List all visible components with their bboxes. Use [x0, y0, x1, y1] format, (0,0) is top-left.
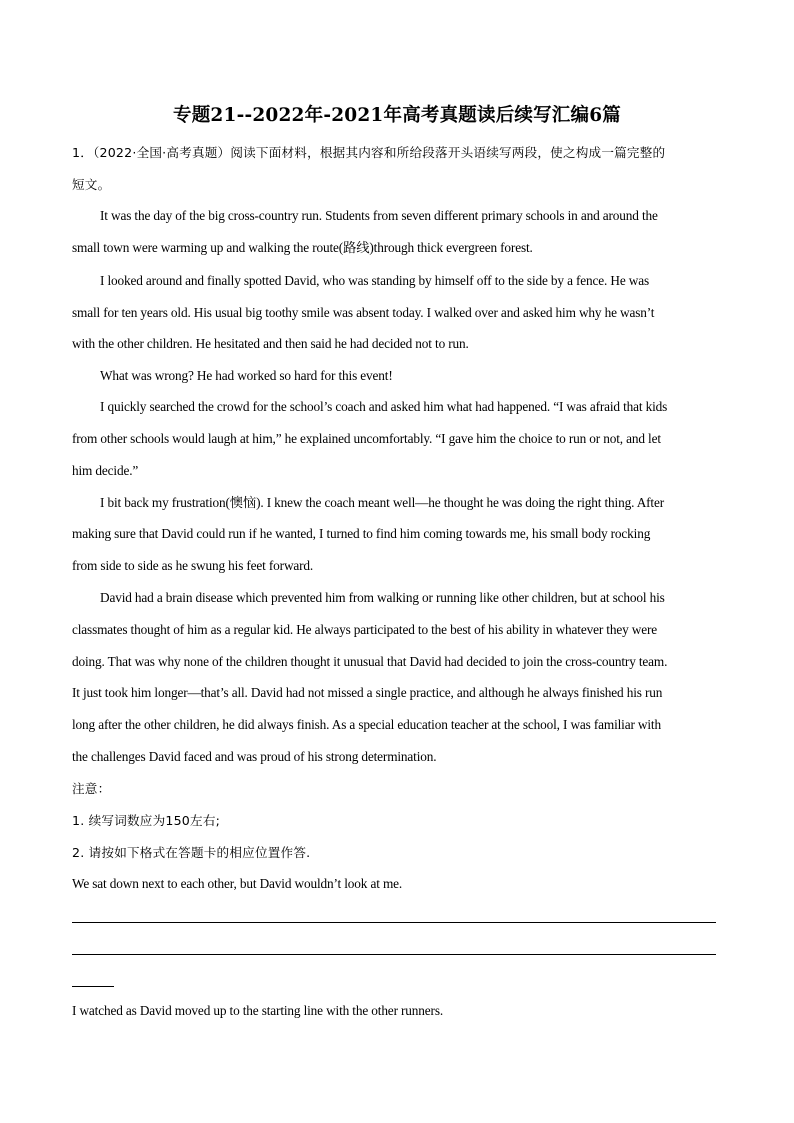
- passage-line: making sure that David could run if he wanted, I turned to find him coming towards me, his small body rocking: [72, 526, 651, 541]
- passage-line: It was the day of the big cross-country run. Students from seven different primary schools in and around the: [100, 208, 658, 223]
- passage-line: I bit back my frustration(懊恼). I knew the coach meant well—he thought he was doing the right thing. After: [100, 495, 664, 510]
- passage-line: him decide.”: [72, 463, 139, 478]
- answer-line: [72, 954, 716, 955]
- passage-line: from other schools would laugh at him,” he explained uncomfortably. “I gave him the choice to run or not, and let: [72, 431, 661, 446]
- passage-line: from side to side as he swung his feet forward.: [72, 558, 314, 573]
- question-prompt-line-2: 短文。: [72, 177, 111, 192]
- notes-heading: 注意：: [72, 781, 111, 796]
- question-number: 1．: [72, 145, 94, 160]
- notes-item-word-count: 1. 续写词数应为150左右;: [72, 813, 221, 828]
- document-title: 专题21--2022年-2021年高考真题读后续写汇编6篇: [173, 105, 621, 126]
- passage-line: David had a brain disease which prevented him from walking or running like other children, but at school his: [100, 590, 665, 605]
- passage-line: small town were warming up and walking the route(路线)through thick evergreen forest.: [72, 240, 533, 255]
- passage-line: with the other children. He hesitated and then said he had decided not to run.: [72, 336, 469, 351]
- passage-line: long after the other children, he did always finish. As a special education teacher at the school, I was familiar with: [72, 717, 661, 732]
- question-prompt-line-1: [72, 137, 722, 169]
- passage-line: What was wrong? He had worked so hard for this event!: [100, 368, 393, 383]
- question-instruction: 阅读下面材料，根据其内容和所给段落开头语续写两段，使之构成一篇完整的: [230, 145, 666, 160]
- passage-line: I looked around and finally spotted David, who was standing by himself off to the side by a fence. He was: [100, 273, 649, 288]
- passage-line: doing. That was why none of the children thought it unusual that David had decided to join the cross-country team.: [72, 654, 668, 669]
- passage-line: It just took him longer—that’s all. David had not missed a single practice, and although he always finished his run: [72, 685, 663, 700]
- notes-item-format: 2. 请按如下格式在答题卡的相应位置作答.: [72, 845, 311, 860]
- passage-line: classmates thought of him as a regular kid. He always participated to the best of his ability in whatever they were: [72, 622, 657, 637]
- passage-line: I quickly searched the crowd for the school’s coach and asked him what had happened. “I was afraid that kids: [100, 399, 668, 414]
- question-source: （2022·全国·高考真题）: [93, 145, 231, 160]
- passage-line: the challenges David faced and was proud of his strong determination.: [72, 749, 437, 764]
- passage-line: small for ten years old. His usual big toothy smile was absent today. I walked over and asked him why he wasn’t: [72, 305, 655, 320]
- answer-line: [72, 922, 716, 923]
- paragraph-starter-2: I watched as David moved up to the starting line with the other runners.: [72, 1003, 444, 1018]
- paragraph-starter-1: We sat down next to each other, but David wouldn’t look at me.: [72, 876, 403, 891]
- answer-line-end: [72, 986, 114, 987]
